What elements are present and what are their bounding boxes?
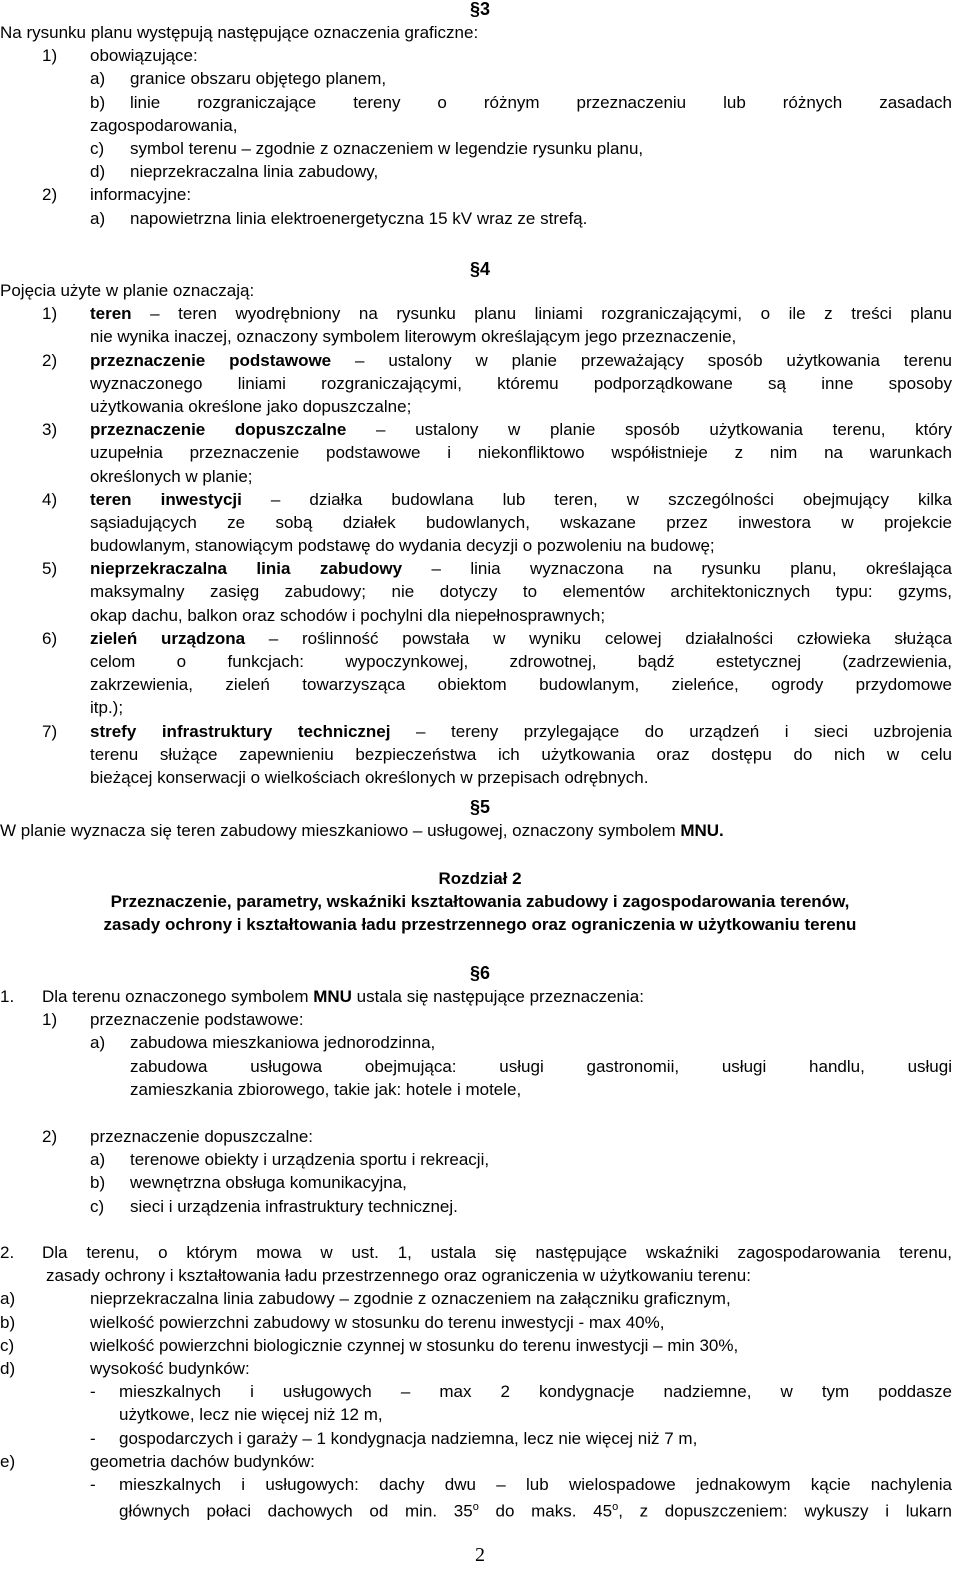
section-6-part-1-2: 2) przeznaczenie dopuszczalne: a) terenowe obiekty i urządzenia sportu i rekreacji, b) wewnętrzna obsługa komunikacyjna, c) sieci i urządzenia infrastruktury technicznej.	[42, 1127, 490, 1216]
definition-7: 7) strefy infrastruktury technicznej – tereny przylegające do urządzeń i sieci uzbrojenia	[42, 721, 952, 741]
definition-2: 2) przeznaczenie podstawowe – ustalony w planie przeważający sposób użytkowania terenu	[42, 350, 952, 370]
section-6-part-1: 1. Dla terenu oznaczonego symbolem MNU ustala się następujące przeznaczenia: 1) przeznaczenie podstawowe: a) zabudowa mieszkaniowa jednorodzinna, zabudowa usługowa obejmująca: usługi gastronomii, usługi handlu, usługi zamieszkania zbiorowego, takie jak: hotele i motele,	[0, 987, 952, 1099]
chapter-title: Rozdział 2	[438, 869, 522, 888]
section-6-heading: §6	[469, 963, 491, 983]
definition-6: 6) zieleń urządzona – roślinność powstała w wyniku celowej działalności człowieka służąca	[42, 628, 952, 648]
section-4-heading: §4	[469, 259, 491, 279]
section-3: Na rysunku planu występują następujące oznaczenia graficzne: 1) obowiązujące: a) granice obszaru objętego planem, b) linie rozgraniczające tereny o różnym przeznaczeniu lub różnych zasadach zagospodarowania, c) symbol terenu – zgodnie z oznaczeniem w legendzie rysunku planu, d) nieprzekraczalna linia zabudowy, 2) informacyjne: a) napowietrzna linia elektroenergetyczna 15 kV wraz ze strefą.	[0, 23, 952, 228]
chapter-subtitle-1: Przeznaczenie, parametry, wskaźniki kształtowania zabudowy i zagospodarowania terenów,	[110, 892, 850, 911]
section-3-heading: §3	[469, 0, 491, 19]
section-3-intro: Na rysunku planu występują następujące oznaczenia graficzne:	[0, 23, 479, 42]
section-5-heading: §5	[469, 797, 491, 817]
section-6-part-2: 2. Dla terenu, o którym mowa w ust. 1, ustala się następujące wskaźniki zagospodarowania terenu, zasady ochrony i kształtowania ładu przestrzennego oraz ograniczenia w użytkowaniu terenu: a) nieprzekraczalna linia zabudowy – zgodnie z oznaczeniem na załączniku graficznym, b) wielkość powierzchni zabudowy w stosunku do terenu inwestycji - max 40%, c) wielkość powierzchni biologicznie czynnej w stosunku do terenu inwestycji – min 30%, d) wysokość budynków: - mieszkalnych i usługowych – max 2 kondygnacje nadziemne, w tym poddasze użytkowe, lecz nie więcej niż 12 m, - gospodarczych i garaży – 1 kondygnacja nadziemna, lecz nie więcej niż 7 m, e) geometria dachów budynków: - mieszkalnych i usługowych: dachy dwu – lub wielospadowe jednakowym kącie nachylenia głównych połaci dachowych od min. 35$^o$ do maks. 45$^o$, z dopuszczeniem: wykuszy i lukarn	[0, 1243, 952, 1521]
definition-4: 4) teren inwestycji – działka budowlana lub teren, w szczególności obejmujący kilka	[42, 489, 952, 509]
page-number: 2	[475, 1544, 485, 1566]
chapter-subtitle-2: zasady ochrony i kształtowania ładu przestrzennego oraz ograniczenia w użytkowaniu terenu	[103, 915, 857, 934]
definition-5: 5) nieprzekraczalna linia zabudowy – linia wyznaczona na rysunku planu, określająca	[42, 559, 953, 579]
definition-3: 3) przeznaczenie dopuszczalne – ustalony w planie sposób użytkowania terenu, który	[42, 420, 953, 440]
definition-1: 1) teren – teren wyodrębniony na rysunku planu liniami rozgraniczającymi, o ile z treści planu	[42, 304, 952, 324]
section-4: Pojęcia użyte w planie oznaczają: 1) teren – teren wyodrębniony na rysunku planu liniami rozgraniczającymi, o ile z treści planu nie wynika inaczej, oznaczony symbolem literowym określającym jego przeznaczenie, 2) przeznaczenie podstawowe – ustalony w planie przeważający sposób użytkowania terenu wyznaczonego liniami rozgraniczającymi, któremu podporządkowane są inne sposoby użytkowania określone jako dopuszczalne; 3) przeznaczenie dopuszczalne – ustalony w planie sposób użytkowania terenu, który uzupełnia przeznaczenie podstawowe i niekonfliktowo współistnieje z nim na warunkach określonych w planie; 4) teren inwestycji – działka budowlana lub teren, w szczególności obejmujący kilka sąsiadujących ze sobą działek budowlanych, wskazane przez inwestora w projekcie budowlanym, stanowiącym podstawę do wydania decyzji o pozwoleniu na budowę; 5) nieprzekraczalna linia zabudowy – linia wyznaczona na rysunku planu, określająca maksymalny zasięg zabudowy; nie dotyczy to elementów architektonicznych typu: gzyms, okap dachu, balkon oraz schodów i pochylni dla niepełnosprawnych; 6) zieleń urządzona – roślinność powstała w wyniku celowej działalności człowieka służąca celom o funkcjach: wypoczynkowej, zdrowotnej, bądź estetycznej (zadrzewienia, zakrzewienia, zieleń towarzysząca obiektom budowlanym, zieleńce, ogrody przydomowe itp.); 7) strefy infrastruktury technicznej – tereny przylegające do urządzeń i sieci uzbrojenia terenu służące zapewnieniu bezpieczeństwa ich użytkowania oraz dostępu do nich w celu bieżącej konserwacji o wielkościach określonych w przepisach odrębnych.	[0, 279, 960, 789]
section-5: W planie wyznacza się teren zabudowy mieszkaniowo – usługowej, oznaczony symbolem MNU.	[0, 821, 724, 840]
